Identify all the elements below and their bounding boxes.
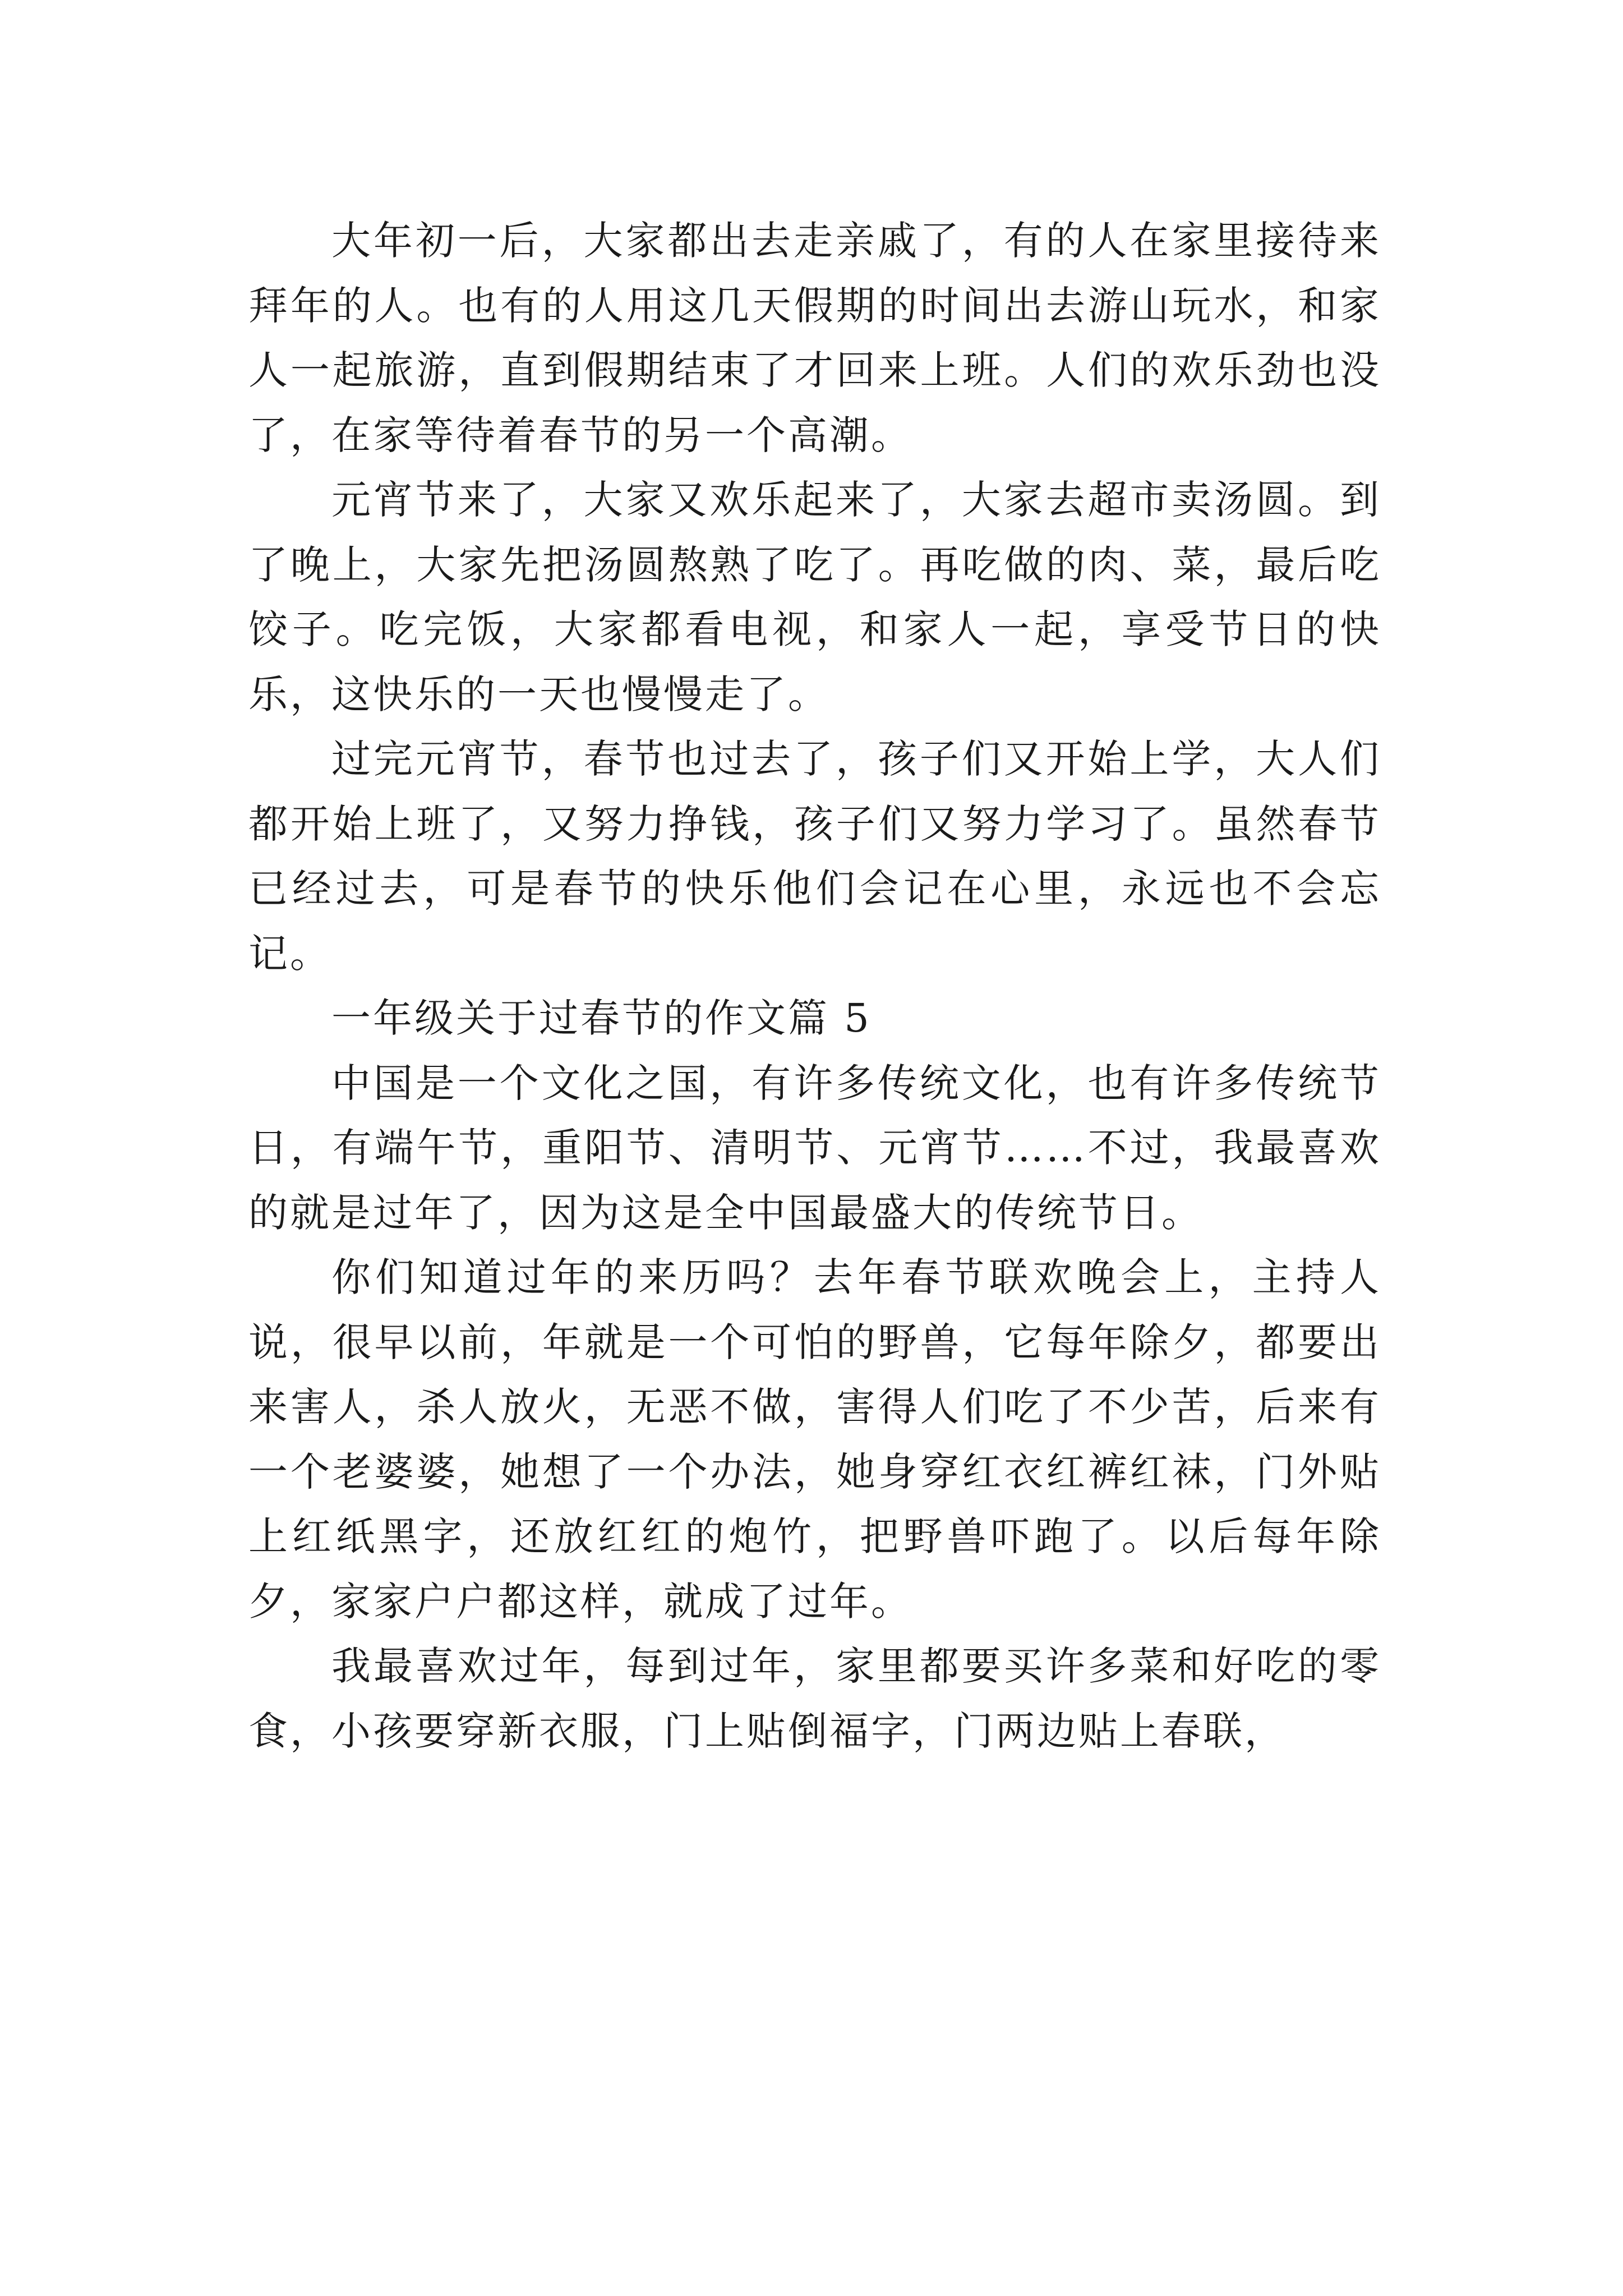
paragraph-nian-legend: 你们知道过年的来历吗？去年春节联欢晚会上，主持人说，很早以前，年就是一个可怕的野兽，它每年除夕，都要出来害人，杀人放火，无恶不做，害得人们吃了不少苦，后来有一个老婆婆，她想了一个办法，她身穿红衣红裤红袜，门外贴上红纸黑字，还放红红的炮竹，把野兽吓跑了。以后每年除夕，家家户户都这样，就成了过年。 (248, 1254, 1381, 1625)
essay-body (248, 209, 1381, 1764)
paragraph-new-year-visits: 大年初一后，大家都出去走亲戚了，有的人在家里接待来拜年的人。也有的人用这几天假期的时间出去游山玩水，和家人一起旅游，直到假期结束了才回来上班。人们的欢乐劲也没了，在家等待着春节的另一个高潮。 (248, 218, 1381, 458)
section-heading: 一年级关于过春节的作文篇 5 (331, 995, 872, 1041)
paragraph-favorite-new-year: 我最喜欢过年，每到过年，家里都要买许多菜和好吃的零食，小孩要穿新衣服，门上贴倒福字，门两边贴上春联， (248, 1643, 1381, 1754)
paragraph-lantern-festival: 元宵节来了，大家又欢乐起来了，大家去超市卖汤圆。到了晚上，大家先把汤圆熬熟了吃了。再吃做的肉、菜，最后吃饺子。吃完饭，大家都看电视，和家人一起，享受节日的快乐，这快乐的一天也慢慢走了。 (248, 477, 1381, 717)
paragraph-after-festival: 过完元宵节，春节也过去了，孩子们又开始上学，大人们都开始上班了，又努力挣钱，孩子们又努力学习了。虽然春节已经过去，可是春节的快乐他们会记在心里，永远也不会忘记。 (248, 736, 1381, 977)
paragraph-culture: 中国是一个文化之国，有许多传统文化，也有许多传统节日，有端午节，重阳节、清明节、元宵节……不过，我最喜欢的就是过年了，因为这是全中国最盛大的传统节日。 (248, 1060, 1381, 1236)
